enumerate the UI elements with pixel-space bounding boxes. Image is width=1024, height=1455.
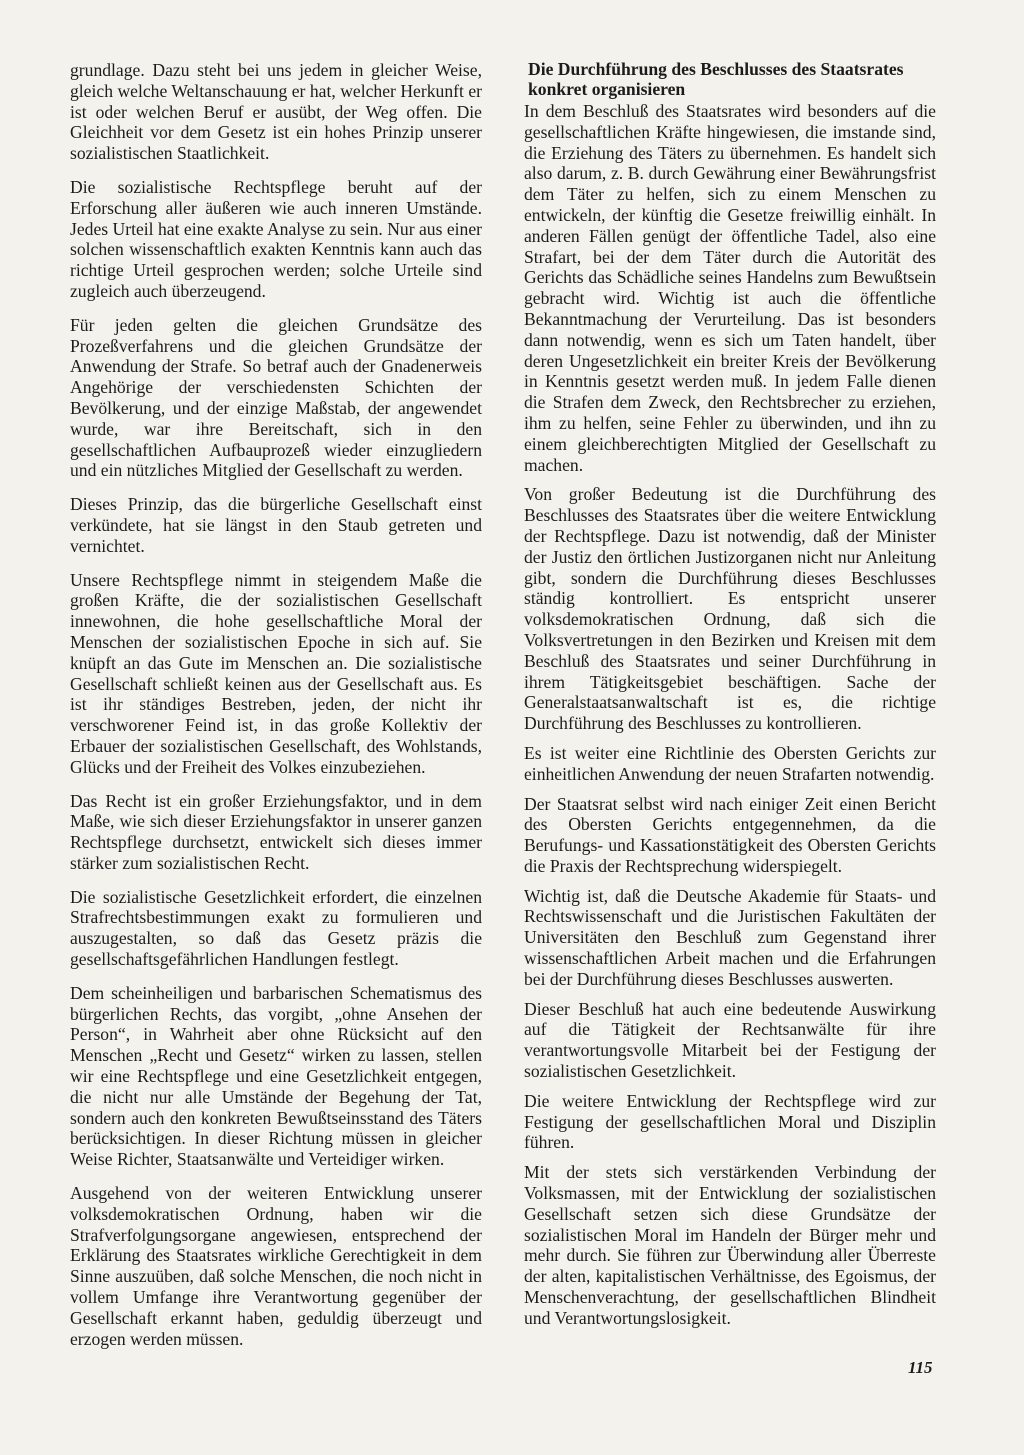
paragraph: Der Staatsrat selbst wird nach einiger Zeit einen Bericht des Obersten Gerichts entgegennehmen, da die Berufungs- und Kassationstätigkeit des Obersten Gerichts die Praxis der Rechtsprechung widerspiegelt. (524, 793, 936, 876)
page-number: 115 (908, 1358, 933, 1377)
paragraph: Dieser Beschluß hat auch eine bedeutende Auswirkung auf die Tätigkeit der Rechtsanwälte für ihre verantwortungsvolle Mitarbeit bei der Festigung der sozialistischen Gesetzlichkeit. (524, 998, 936, 1082)
paragraph: Die sozialistische Rechtspflege beruht auf der Erforschung aller äußeren wie auch inneren Umstände. Jedes Urteil hat eine exakte Analyse zu sein. Nur aus einer solchen wissenschaftlich exakten Kenntnis kann auch das richtige Urteil gesprochen werden; solche Urteile sind zugleich auch überzeugend. (70, 176, 482, 301)
paragraph: Ausgehend von der weiteren Entwicklung unserer volksdemokratischen Ordnung, haben wir die Strafverfolgungsorgane angewiesen, entsprechend der Erklärung des Staatsrates wirkliche Gerechtigkeit in dem Sinne auszuüben, daß solche Menschen, die noch nicht in vollem Umfange ihre Verantwortung gegenüber der Gesellschaft erkannt haben, geduldig überzeugt und erzogen werden müssen. (70, 1183, 482, 1349)
paragraph: Die sozialistische Gesetzlichkeit erfordert, die einzelnen Strafrechtsbestimmungen exakt zu formulieren und auszugestalten, so daß das Gesetz präzis die gesellschaftsgefährlichen Handlungen festlegt. (70, 886, 482, 970)
paragraph: Dem scheinheiligen und barbarischen Schematismus des bürgerlichen Rechts, das vorgibt, „ohne Ansehen der Person“, in Wahrheit aber ohne Rücksicht auf den Menschen „Recht und Gesetz“ wirken zu lassen, stellen wir eine Rechtspflege und eine Gesetzlichkeit entgegen, die nicht nur alle Umstände der Begehung der Tat, sondern auch den konkreten Bewußtseinsstand des Täters berücksichtigen. In dieser Richtung müssen in gleicher Weise Richter, Staatsanwälte und Verteidiger wirken. (70, 982, 482, 1170)
paragraph: Mit der stets sich verstärkenden Verbindung der Volksmassen, mit der Entwicklung der sozialistischen Gesellschaft setzen sich diese Grundsätze der sozialistischen Moral im Handeln der Bürger mehr und mehr durch. Sie führen zur Überwindung aller Überreste der alten, kapitalistischen Verhältnisse, des Egoismus, der Menschenverachtung, der gesellschaftlichen Blindheit und Verantwortungslosigkeit. (524, 1162, 936, 1328)
paragraph: Wichtig ist, daß die Deutsche Akademie für Staats- und Rechtswissenschaft und die Juristischen Fakultäten der Universitäten den Beschluß zum Gegenstand ihrer wissenschaftlichen Arbeit machen und die Erfahrungen bei der Durchführung dieses Beschlusses auswerten. (524, 885, 936, 989)
paragraph: Von großer Bedeutung ist die Durchführung des Beschlusses des Staatsrates über die weitere Entwicklung der Rechtspflege. Dazu ist notwendig, daß der Minister der Justiz den örtlichen Justizorganen nicht nur Anleitung gibt, sondern die Durchführung dieses Beschlusses ständig kontrolliert. Es entspricht unserer volksdemokratischen Ordnung, daß sich die Volksvertretungen in den Bezirken und Kreisen mit dem Beschluß des Staatsrates und seiner Durchführung in ihrem Tätigkeitsgebiet beschäftigen. Sache der Generalstaatsanwaltschaft ist es, die richtige Durchführung des Beschlusses zu kontrollieren. (524, 484, 936, 734)
left-column (70, 60, 482, 1362)
paragraph: Unsere Rechtspflege nimmt in steigendem Maße die großen Kräfte, die der sozialistischen Gesellschaft innewohnen, die hohe gesellschaftliche Moral der Menschen der sozialistischen Epoche in sich auf. Sie knüpft an das Gute im Menschen an. Die sozialistische Gesellschaft schließt keinen aus der Gesellschaft aus. Es ist ihr ständiges Bestreben, jeden, der nicht ihr verschworener Feind ist, in das große Kollektiv der Erbauer der sozialistischen Gesellschaft, des Wohlstands, Glücks und der Freiheit des Volkes einzubeziehen. (70, 569, 482, 777)
paragraph: Das Recht ist ein großer Erziehungsfaktor, und in dem Maße, wie sich dieser Erziehungsfaktor in unserer ganzen Rechtspflege durchsetzt, entwickelt sich dieses immer stärker zum sozialistischen Recht. (70, 790, 482, 873)
paragraph: grundlage. Dazu steht bei uns jedem in gleicher Weise, gleich welche Weltanschauung er hat, welcher Herkunft er ist oder welchen Beruf er ausübt, der Weg offen. Die Gleichheit vor dem Gesetz ist ein hohes Prinzip unserer sozialistischen Staatlichkeit. (70, 60, 482, 164)
right-column (524, 60, 936, 1338)
paragraph: Die weitere Entwicklung der Rechtspflege wird zur Festigung der gesellschaftlichen Moral und Disziplin führen. (524, 1090, 936, 1153)
paragraph: Es ist weiter eine Richtlinie des Obersten Gerichts zur einheitlichen Anwendung der neuen Strafarten notwendig. (524, 742, 936, 784)
section-heading: Die Durchführung des Beschlusses des Staatsrates konkret organisieren (528, 59, 904, 99)
paragraph: Für jeden gelten die gleichen Grundsätze des Prozeßverfahrens und die gleichen Grundsätze der Anwendung der Strafe. So betraf auch der Gnadenerweis Angehörige der verschiedensten Schichten der Bevölkerung, und der einzige Maßstab, der angewendet wurde, war ihre Bereitschaft, sich in den gesellschaftlichen Aufbauprozeß wieder einzugliedern und ein nützliches Mitglied der Gesellschaft zu werden. (70, 314, 482, 481)
paragraph: Dieses Prinzip, das die bürgerliche Gesellschaft einst verkündete, hat sie längst in den Staub getreten und vernichtet. (70, 494, 482, 556)
paragraph: In dem Beschluß des Staatsrates wird besonders auf die gesellschaftlichen Kräfte hingewiesen, die imstande sind, die Erziehung des Täters zu übernehmen. Es handelt sich also darum, z. B. durch Gewährung einer Bewährungsfrist dem Täter zu helfen, sich zu einem Menschen zu entwickeln, der künftig die Gesetze freiwillig einhält. In anderen Fällen genügt der öffentliche Tadel, also eine Strafart, bei der dem Täter durch die Autorität des Gerichts das Schädliche seines Handelns zum Bewußtsein gebracht wird. Wichtig ist auch die öffentliche Bekanntmachung der Verurteilung. Das ist besonders dann notwendig, wenn es sich um Taten handelt, über deren Ungesetzlichkeit ein breiter Kreis der Bevölkerung in Kenntnis gesetzt werden muß. In jedem Falle dienen die Strafen dem Zweck, den Rechtsbrecher zu erziehen, ihm zu helfen, seine Fehler zu überwinden, und ihn zu einem gleichberechtigten Mitglied der Gesellschaft zu machen. (524, 101, 936, 475)
